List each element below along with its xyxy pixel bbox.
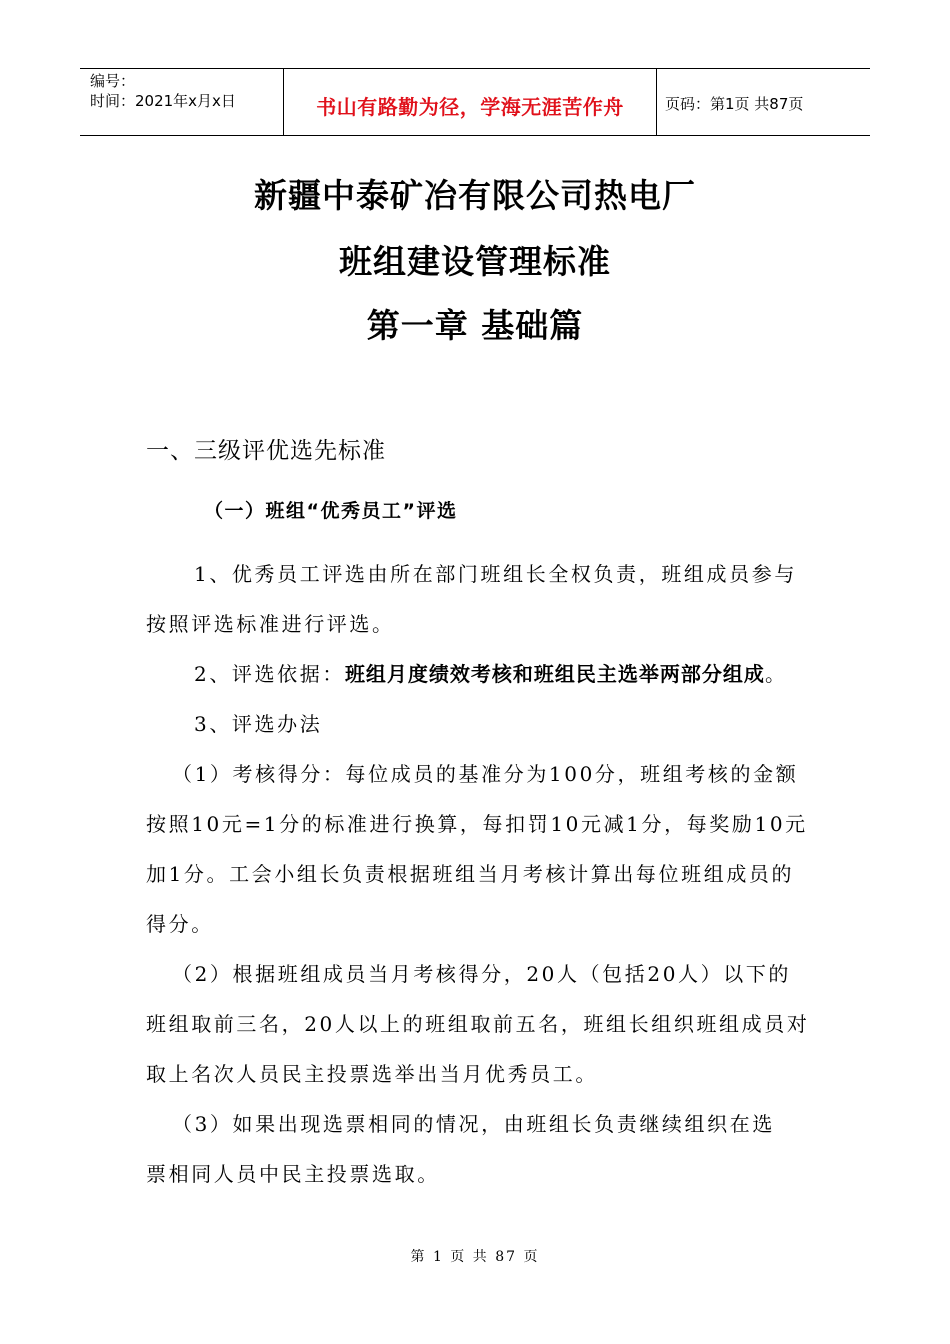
header-left-cell	[80, 69, 283, 135]
paragraph-1-line-2: 按照评选标准进行评选。	[146, 612, 395, 636]
motto: 书山有路勤为径，学海无涯苦作舟	[283, 69, 657, 135]
paragraph-4-line-4: 得分。	[146, 912, 214, 936]
title-line-1: 新疆中泰矿冶有限公司热电厂	[254, 176, 696, 215]
paragraph-4-line-2: 按照10元=1分的标准进行换算，每扣罚10元减1分，每奖励10元	[146, 812, 808, 836]
time-label: 时间：2021年x月x日	[90, 92, 236, 110]
paragraph-4-line-3: 加1分。工会小组长负责根据班组当月考核计算出每位班组成员的	[146, 862, 795, 886]
page-info: 页码：第1页 共87页	[665, 94, 804, 113]
paragraph-1-line-1: 1、优秀员工评选由所在部门班组长全权负责，班组成员参与	[194, 562, 797, 586]
page-footer: 第 1 页 共 87 页	[410, 1249, 540, 1265]
paragraph-5-line-1: （2）根据班组成员当月考核得分，20人（包括20人）以下的	[172, 962, 792, 986]
paragraph-6-line-2: 票相同人员中民主投票选取。	[146, 1162, 440, 1186]
paragraph-5-line-3: 取上名次人员民主投票选举出当月优秀员工。	[146, 1062, 598, 1086]
section-subheading: （一）班组“优秀员工”评选	[204, 500, 458, 522]
section-heading: 一、三级评优选先标准	[146, 438, 386, 464]
paragraph-4-line-1: （1）考核得分：每位成员的基准分为100分，班组考核的金额	[172, 762, 799, 786]
paragraph-2-bold: 班组月度绩效考核和班组民主选举两部分组成	[344, 662, 765, 686]
paragraph-3: 3、评选办法	[194, 712, 323, 736]
title-line-2: 班组建设管理标准	[339, 242, 611, 281]
paragraph-5-line-2: 班组取前三名，20人以上的班组取前五名，班组长组织班组成员对	[146, 1012, 810, 1036]
number-label: 编号：	[90, 72, 136, 90]
paragraph-2-prefix: 2、评选依据：	[194, 662, 345, 686]
header-table	[80, 68, 870, 136]
title-line-3: 第一章 基础篇	[366, 306, 584, 345]
paragraph-2	[194, 658, 854, 687]
paragraph-6-line-1: （3）如果出现选票相同的情况，由班组长负责继续组织在选	[172, 1112, 775, 1136]
paragraph-2-suffix: 。	[764, 662, 788, 686]
